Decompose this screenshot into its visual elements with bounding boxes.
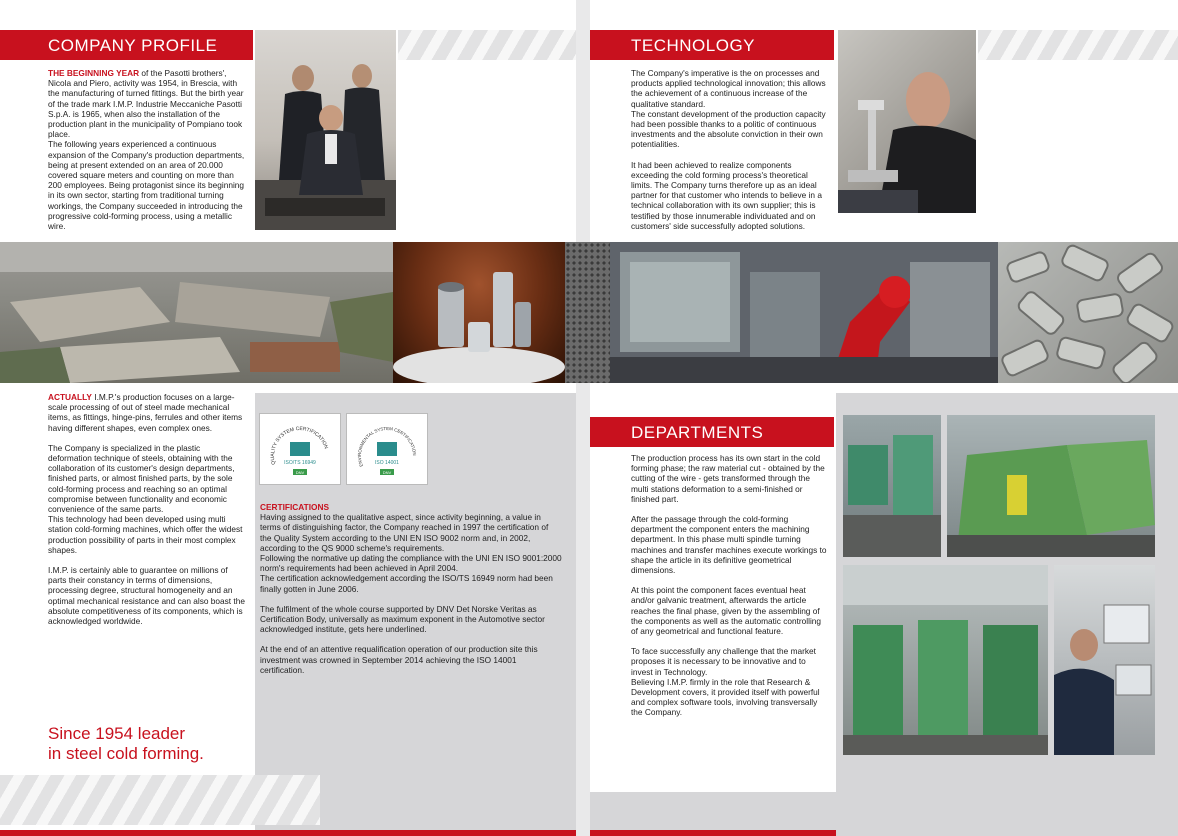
departments-header [590, 417, 834, 447]
actually-p1: I.M.P.'s production focuses on a large-scale processing of out of steel made mechanical items, as fittings, hinge-pins, ferrules and other items having different shapes, even complex ones. [48, 392, 243, 433]
technology-text [631, 68, 828, 241]
technology-p3: It had been achieved to realize components exceeding the cold forming process's theoretical limits. The Company turns therefore up as an ideal partner for that customer who intends to believe in a technical collaboration with its own supplier; this is testified by those innumerable individuated and on customers' side successfully adopted solutions. [631, 159, 822, 231]
certifications-text [260, 502, 562, 685]
bottom-left-stripes [0, 775, 320, 825]
actually-text [48, 392, 246, 636]
company-profile-p2: The following years experienced a continuous expansion of the Company's production departments, being at present extended on an area of 20.000 covered square meters and counting on more than 200 employees. Being protagonist since its beginning in its own sector, starting from traditional turning workings, the Company succeeded in introducing the progressive cold-forming process, using a metallic wire. [48, 139, 245, 232]
technology-title: TECHNOLOGY [631, 36, 756, 55]
environmental-certification-badge [346, 413, 428, 485]
certifications-p1: Having assigned to the qualitative aspect, since activity beginning, a value in terms of distinguishing factor, the Company reached in 1997 the certification of the Quality System according to the UNI EN ISO 9002 norm and, in 2002, according to the QS 9000 scheme's requirements. [260, 512, 549, 553]
quality-certification-badge [259, 413, 341, 485]
cold-forming-dept-photo [843, 415, 941, 557]
certifications-title: CERTIFICATIONS [260, 502, 329, 512]
company-profile-text [48, 68, 248, 241]
company-profile-lead: THE BEGINNING YEAR [48, 68, 140, 78]
badge1-code: ISO/TS 16949 [284, 460, 316, 466]
software-workstation-photo [1054, 565, 1155, 755]
halftone-strip [565, 242, 610, 383]
badge2-code: ISO 14001 [375, 460, 399, 466]
badge2-ring-text: ENVIRONMENTAL SYSTEM CERTIFICATION [356, 425, 418, 468]
departments-p2: After the passage through the cold-forming department the component enters the machining department. In this phase multi spindle turning machines and transfer machines execute workings to shape the article in its definitive geometrical dimensions. [631, 514, 827, 576]
machining-dept-photo [947, 415, 1155, 557]
bottom-red-bar-left [0, 830, 576, 836]
actually-p4: I.M.P. is certainly able to guarantee on millions of parts their constancy in terms of dimensions, processing degree, structural homogeneity and an optimal mechanical resistance and can also boast the absolute competitiveness of its components, which is acknowledged worldwide. [48, 565, 245, 627]
actually-p2: The Company is specialized in the plastic deformation technique of steels, obtaining with the collaboration of its customer's design departments, finished parts, or almost finished parts, by the sole cold-forming process and reaching so an optimal compromise between functionality and economic convenience of the same parts. [48, 442, 235, 515]
departments-text [631, 453, 829, 728]
company-profile-title: COMPANY PROFILE [48, 36, 218, 55]
certifications-p4: The fulfilment of the whole course supported by DNV Det Norske Veritas as Certification Body, universally as maximum exponent in the Automotive sector acknowledged institute, gets here underlined. [260, 603, 545, 635]
technology-p1: The Company's imperative is the on processes and products applied technological innovation; this allows the achievement of a continuous increase of the qualitative standard. [631, 68, 826, 109]
actually-lead: ACTUALLY [48, 392, 92, 402]
company-profile-p1: of the Pasotti brothers', Nicola and Piero, activity was 1954, in Brescia, with the manufacturing of turned fittings. But the birth year of the trade mark I.M.P. Industrie Meccaniche Pasotti S.p.A. is 1965, when also the installation of the production plant in the municipality of Pompiano took place. [48, 68, 244, 140]
robot-machinery-photo [610, 242, 998, 383]
departments-p1: The production process has its own start in the cold forming phase; the raw material cut - obtained by the cutting of the wire - gets transformed through the multi stations deformation to a semi-finished or finished part. [631, 453, 825, 504]
badge1-ring-text: QUALITY SYSTEM CERTIFICATION [269, 425, 329, 466]
assembly-dept-photo [843, 565, 1048, 755]
certifications-p5: At the end of an attentive requalification operation of our production site this investment was crowned in September 2014 achieving the ISO 14001 certification. [260, 644, 538, 675]
badge1-mark: DNV [295, 470, 305, 475]
technology-header [590, 30, 834, 60]
departments-p4: To face successfully any challenge that the market proposes it is necessary to be innovative and to invest in Technology. [631, 646, 816, 677]
fittings-product-photo [393, 242, 565, 383]
departments-title: DEPARTMENTS [631, 423, 764, 442]
tagline-line2: in steel cold forming. [48, 744, 204, 763]
actually-p3: This technology had been developed using multi station cold-forming machines, which offer the widest production possibility of parts in their most complex shapes. [48, 514, 243, 555]
founders-photo [255, 30, 396, 230]
aerial-factory-photo [0, 242, 393, 383]
badge2-mark: DNV [382, 470, 392, 475]
top-left-stripes [398, 30, 576, 60]
technology-p2: The constant development of the production capacity had been possible thanks to a politic of continuous investments and the absolute conviction in their own potentialities. [631, 108, 826, 150]
microscope-photo [838, 30, 976, 213]
departments-p5: Believing I.M.P. firmly in the role that Research & Development covers, it provided itself with powerful and complex software tools, involving transversally the Company. [631, 676, 820, 718]
top-right-stripes [978, 30, 1178, 60]
bottom-red-bar-right [590, 830, 836, 836]
tagline-line1: Since 1954 leader [48, 724, 186, 743]
center-divider [576, 0, 590, 836]
metal-parts-photo [998, 242, 1178, 383]
tagline [48, 724, 258, 764]
certifications-p2: Following the normative up dating the compliance with the UNI EN ISO 9001:2000 norm's requirements had been achieved in April 2004. [260, 553, 562, 574]
certifications-p3: The certification acknowledgement according the ISO/TS 16949 norm had been finally gotten in June 2006. [260, 573, 553, 594]
departments-p3: At this point the component faces eventual heat and/or galvanic treatment, afterwards the article reaches the final phase, given by the assembling of the components as well as the automatic controlling of any geometrical and functional feature. [631, 585, 822, 637]
company-profile-header [0, 30, 253, 60]
